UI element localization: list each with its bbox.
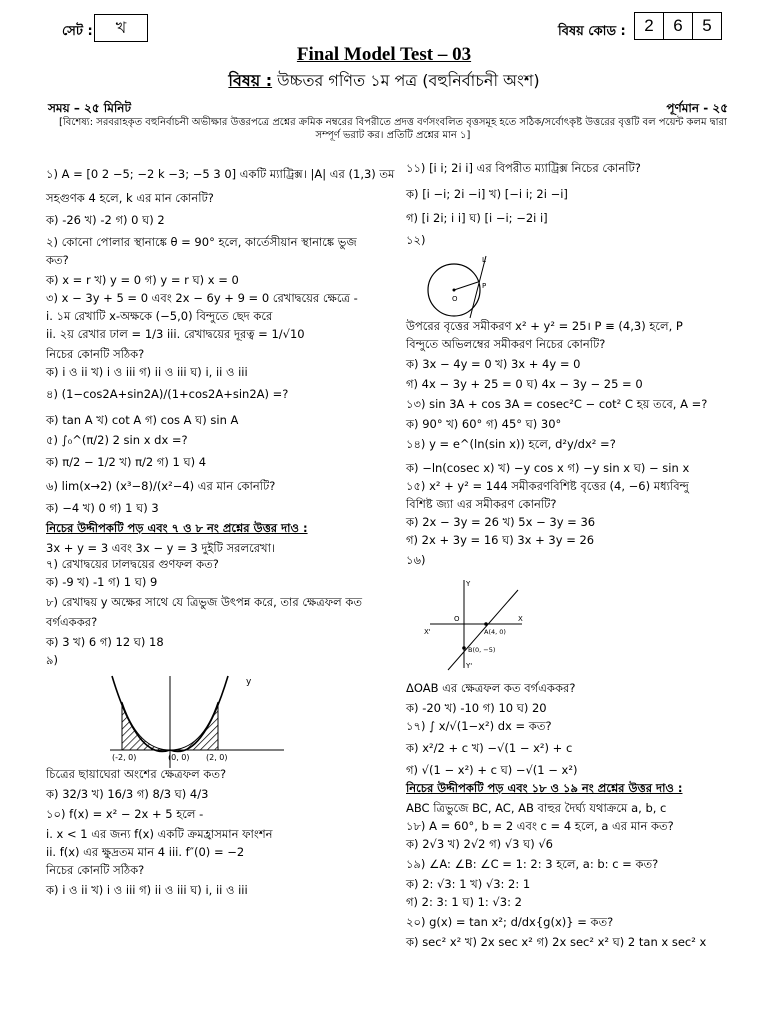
question-line: ১) A = [0 2 −5; −2 k −3; −5 3 0] একটি ম্যাট্রিক্স। |A| এর (1,3) তম xyxy=(46,167,395,181)
question-line: নিচের উদ্দীপকটি পড় এবং ৭ ও ৮ নং প্রশ্নের উত্তর দাও : xyxy=(46,521,308,535)
question-line: ১১) [i i; 2i i] এর বিপরীত ম্যাট্রিক্স নিচের কোনটি? xyxy=(406,161,641,175)
line-ab xyxy=(448,590,518,670)
question-line: গ) 4x − 3y + 25 = 0 ঘ) 4x − 3y − 25 = 0 xyxy=(406,377,643,391)
question-line: ২০) g(x) = tan x²; d/dx{g(x)} = কত? xyxy=(406,915,614,929)
question-line: ৮) রেখাদ্বয় y অক্ষের সাথে যে ত্রিভুজ উৎপন্ন করে, তার ক্ষেত্রফল কত xyxy=(46,595,363,609)
question-line: ১৭) ∫ x/√(1−x²) dx = কত? xyxy=(406,719,552,733)
question-line: গ) 2x + 3y = 16 ঘ) 3x + 3y = 26 xyxy=(406,533,595,547)
question-line: ক) 90° খ) 60° গ) 45° ঘ) 30° xyxy=(406,417,562,431)
question-line: ১৫) x² + y² = 144 সমীকরণবিশিষ্ট বৃত্তের (4, −6) মধ্যবিন্দু xyxy=(406,479,689,493)
fig9-label: y xyxy=(246,677,252,687)
question-line: ১৮) A = 60°, b = 2 এবং c = 4 হলে, a এর মান কত? xyxy=(406,819,674,833)
fig16-label: X' xyxy=(424,628,431,636)
figure-q16-triangle xyxy=(418,576,528,672)
code-digit: 5 xyxy=(692,13,721,39)
instruction-text: [বিশেষ্য: সরবরাহকৃত বহুনির্বাচনী অভীক্ষার উত্তরপত্রে প্রশ্নের ক্রমিক নম্বরের বিপরীতে প্রদত্ত বর্ণসংবলিত বৃত্তসমূহ হতে সঠিক/সর্বোৎকৃষ্ট উত্তরের বৃত্তটি বল পয়েন্ট কলম দ্বারা সম্পূর্ণ ভরাট কর। প্রতিটি প্রশ্নের মান ১] xyxy=(59,117,727,141)
question-line: ৭) রেখাদ্বয়ের ঢালদ্বয়ের গুণফল কত? xyxy=(46,557,219,571)
question-line: ii. f(x) এর ক্ষুদ্রতম মান 4 iii. f″(0) = −2 xyxy=(46,845,245,859)
figure-q12-circle-tangent xyxy=(424,252,514,322)
question-line: ক) -9 খ) -1 গ) 1 ঘ) 9 xyxy=(46,575,158,589)
question-line: নিচের কোনটি সঠিক? xyxy=(46,863,145,877)
set-label: সেট : xyxy=(62,24,93,39)
subject-text: উচ্চতর গণিত ১ম পত্র (বহুনির্বাচনী অংশ) xyxy=(272,71,540,90)
subject-label: বিষয় : xyxy=(228,71,273,90)
question-line: ৪) (1−cos2A+sin2A)/(1+cos2A+sin2A) =? xyxy=(46,387,289,401)
fig12-label: L xyxy=(482,256,486,264)
question-line: ক) 3 খ) 6 গ) 12 ঘ) 18 xyxy=(46,635,164,649)
question-line: ১৯) ∠A: ∠B: ∠C = 1: 2: 3 হলে, a: b: c = কত? xyxy=(406,857,659,871)
subject-code-label: বিষয় কোড : xyxy=(558,24,626,39)
page-title: Final Model Test – 03 xyxy=(296,44,472,65)
question-line: ক) tan A খ) cot A গ) cos A ঘ) sin A xyxy=(46,413,239,427)
question-line: ৩) x − 3y + 5 = 0 এবং 2x − 6y + 9 = 0 রেখাদ্বয়ের ক্ষেত্রে - xyxy=(46,291,358,305)
question-line: ক) sec² x² খ) 2x sec x² গ) 2x sec² x² ঘ) 2 tan x sec² x xyxy=(406,935,707,949)
question-line: ১০) f(x) = x² − 2x + 5 হলে - xyxy=(46,807,204,821)
fig12-label: P xyxy=(482,282,487,290)
question-line: i. ১ম রেখাটি x-অক্ষকে (−5,0) বিন্দুতে ছেদ করে xyxy=(46,309,273,323)
code-digit: 6 xyxy=(663,13,692,39)
question-line: ১৩) sin 3A + cos 3A = cosec²C − cot² C হয় তবে, A =? xyxy=(406,397,708,411)
question-line: ii. ২য় রেখার ঢাল = 1/3 iii. রেখাদ্বয়ের দূরত্ব = 1/√10 xyxy=(46,327,305,341)
question-line: ক) −ln(cosec x) খ) −y cos x গ) −y sin x ঘ) − sin x xyxy=(406,461,690,475)
question-line: ৫) ∫₀^(π/2) 2 sin x dx =? xyxy=(46,433,188,447)
code-digit: 2 xyxy=(644,16,654,35)
question-line: ΔOAB এর ক্ষেত্রফল কত বর্গএককর? xyxy=(406,681,576,695)
question-line: চিত্রের ছায়াঘেরা অংশের ক্ষেত্রফল কত? xyxy=(46,767,227,781)
fig16-label: Y xyxy=(466,580,471,588)
fig16-label: A(4, 0) xyxy=(484,628,506,636)
set-value-box: খ xyxy=(94,14,148,42)
question-line: ক) −4 খ) 0 গ) 1 ঘ) 3 xyxy=(46,501,159,515)
full-marks: পূর্ণমান - ২৫ xyxy=(666,101,728,115)
question-line: ক) -20 খ) -10 গ) 10 ঘ) 20 xyxy=(406,701,547,715)
question-line: ABC ত্রিভুজে BC, AC, AB বাহুর দৈর্ঘ্য যথাক্রমে a, b, c xyxy=(406,801,667,815)
question-line: গ) 2: 3: 1 ঘ) 1: √3: 2 xyxy=(406,895,522,909)
question-line: 3x + y = 3 এবং 3x − y = 3 দুইটি সরলরেখা। xyxy=(46,541,276,555)
question-line: বিশিষ্ট জ্যা এর সমীকরণ কোনটি? xyxy=(406,497,557,511)
question-line: ক) π/2 − 1/2 খ) π/2 গ) 1 ঘ) 4 xyxy=(46,455,207,469)
fig16-label: X xyxy=(518,615,523,623)
fig9-label: (2, 0) xyxy=(206,753,228,762)
question-line: ক) 2x − 3y = 26 খ) 5x − 3y = 36 xyxy=(406,515,596,529)
question-line: ক) 3x − 4y = 0 খ) 3x + 4y = 0 xyxy=(406,357,581,371)
shaded-region-right xyxy=(170,702,218,750)
question-line: ৯) xyxy=(46,653,58,667)
fig16-label: O xyxy=(454,615,460,623)
question-line: কত? xyxy=(46,253,69,267)
question-line: ক) i ও ii খ) i ও iii গ) ii ও iii ঘ) i, ii ও iii xyxy=(46,883,248,897)
figure-q9-shaded-area xyxy=(108,672,288,772)
question-line: ৬) lim(x→2) (x³−8)/(x²−4) এর মান কোনটি? xyxy=(46,479,276,493)
question-line: ক) 32/3 খ) 16/3 গ) 8/3 ঘ) 4/3 xyxy=(46,787,209,801)
question-line: ক) -26 খ) -2 গ) 0 ঘ) 2 xyxy=(46,213,165,227)
fig9-label: (0, 0) xyxy=(168,753,190,762)
fig9-label: (-2, 0) xyxy=(112,753,137,762)
fig12-label: O xyxy=(452,295,458,303)
subject-line xyxy=(0,68,768,95)
question-line: ১২) xyxy=(406,233,426,247)
question-line: ২) কোনো পোলার স্থানাঙ্কে θ = 90° হলে, কার্তেসীয়ান স্থানাঙ্কে ভুজ xyxy=(46,235,357,249)
question-line: ১৪) y = e^(ln(sin x)) হলে, d²y/dx² =? xyxy=(406,437,616,451)
subject-code-boxes xyxy=(634,12,722,40)
question-line: বিন্দুতে অভিলম্বের সমীকরণ নিচের কোনটি? xyxy=(406,337,606,351)
question-line: ১৬) xyxy=(406,553,426,567)
question-line: নিচের উদ্দীপকটি পড় এবং ১৮ ও ১৯ নং প্রশ্নের উত্তর দাও : xyxy=(406,781,683,795)
fig16-label: B(0, −5) xyxy=(468,646,496,654)
time-info: সময় – ২৫ মিনিট xyxy=(48,101,132,115)
question-line: উপরের বৃত্তের সমীকরণ x² + y² = 25। P ≡ (4,3) হলে, P xyxy=(406,319,683,333)
question-line: ক) [i −i; 2i −i] খ) [−i i; 2i −i] xyxy=(406,187,568,201)
question-line: ক) 2: √3: 1 খ) √3: 2: 1 xyxy=(406,877,531,891)
point-a xyxy=(484,622,488,626)
question-line: i. x < 1 এর জন্য f(x) একটি ক্রমহ্রাসমান ফাংশন xyxy=(46,827,273,841)
question-line: বর্গএককর? xyxy=(46,615,98,629)
question-line: ক) x = r খ) y = 0 গ) y = r ঘ) x = 0 xyxy=(46,273,239,287)
question-line: সহগুণক 4 হলে, k এর মান কোনটি? xyxy=(46,191,214,205)
fig16-label: Y' xyxy=(466,662,473,670)
point-b xyxy=(462,646,466,650)
radius-line xyxy=(454,282,478,290)
question-line: গ) [i 2i; i i] ঘ) [i −i; −2i i] xyxy=(406,211,548,225)
question-line: নিচের কোনটি সঠিক? xyxy=(46,347,145,361)
question-line: ক) 2√3 খ) 2√2 গ) √3 ঘ) √6 xyxy=(406,837,553,851)
question-line: ক) x²/2 + c খ) −√(1 − x²) + c xyxy=(406,741,573,755)
question-line: ক) i ও ii খ) i ও iii গ) ii ও iii ঘ) i, ii ও iii xyxy=(46,365,248,379)
shaded-region-left xyxy=(122,702,170,750)
question-line: গ) √(1 − x²) + c ঘ) −√(1 − x²) xyxy=(406,763,578,777)
